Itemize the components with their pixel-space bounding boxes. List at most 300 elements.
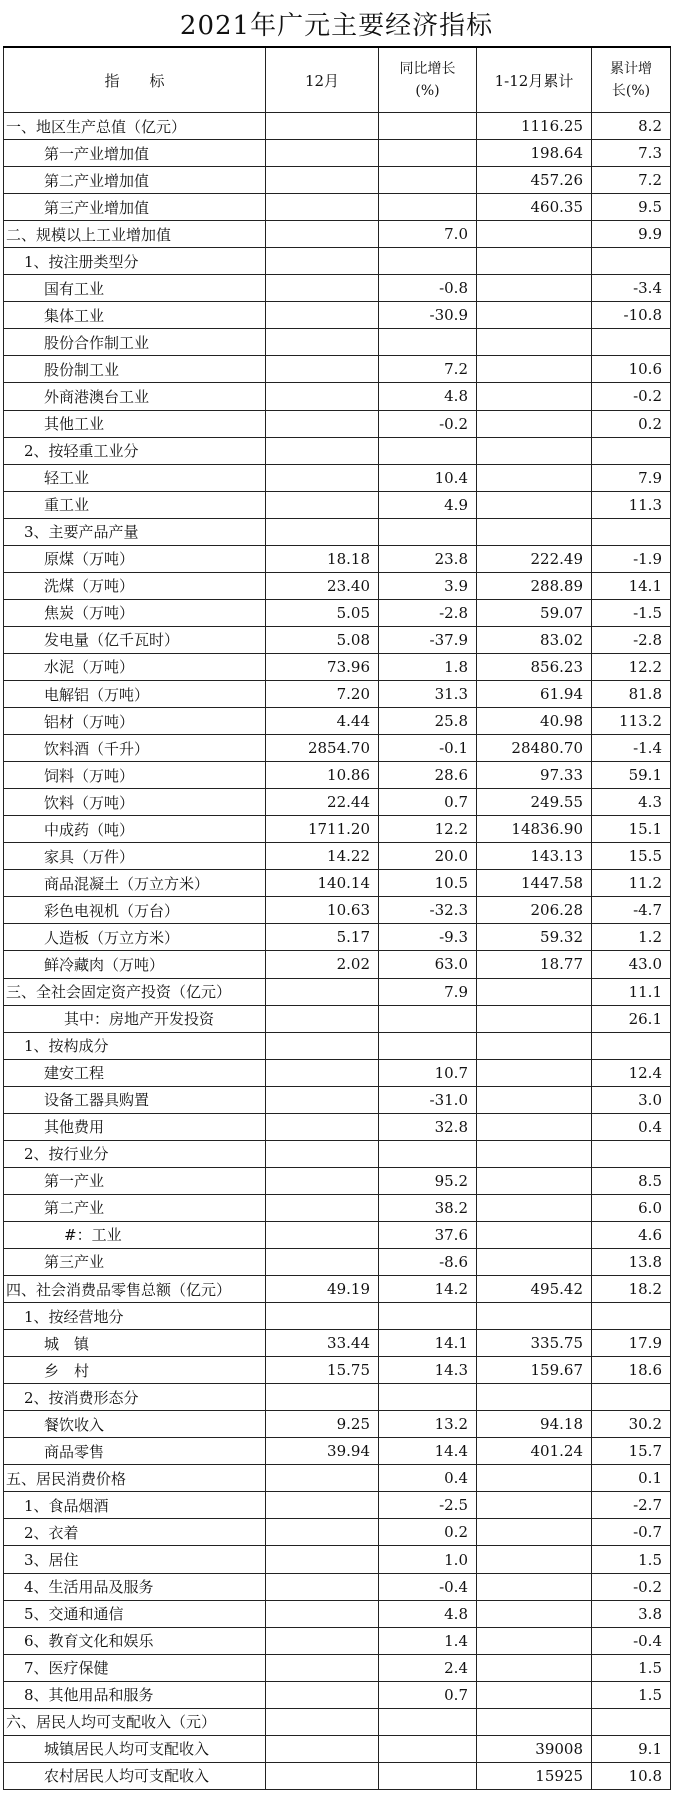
cell-yoy: 14.1 <box>379 1330 477 1357</box>
table-row <box>4 140 671 167</box>
cell-cumulative <box>477 1681 592 1708</box>
cell-cumulative: 222.49 <box>477 545 592 572</box>
row-label: 第二产业 <box>4 1194 266 1221</box>
row-label: 轻工业 <box>4 464 266 491</box>
cell-yoy: -2.5 <box>379 1492 477 1519</box>
cell-cumulative-growth: 0.4 <box>592 1113 671 1140</box>
table-row <box>4 1221 671 1248</box>
row-label: 中成药（吨） <box>4 816 266 843</box>
cell-yoy: 7.9 <box>379 978 477 1005</box>
table-row <box>4 1735 671 1762</box>
row-label: 重工业 <box>4 491 266 518</box>
table-row <box>4 194 671 221</box>
row-label: 其中：房地产开发投资 <box>4 1005 266 1032</box>
row-label: 三、全社会固定资产投资（亿元） <box>4 978 266 1005</box>
table-row <box>4 1086 671 1113</box>
table-row <box>4 437 671 464</box>
cell-cumulative: 198.64 <box>477 140 592 167</box>
cell-month <box>266 1059 379 1086</box>
table-row <box>4 410 671 437</box>
row-label: 二、规模以上工业增加值 <box>4 221 266 248</box>
cell-yoy: 63.0 <box>379 951 477 978</box>
row-label: 1、按注册类型分 <box>4 248 266 275</box>
cell-cumulative-growth: 10.6 <box>592 356 671 383</box>
row-label: 商品混凝土（万立方米） <box>4 870 266 897</box>
cell-cumulative-growth: 13.8 <box>592 1248 671 1275</box>
row-label: 股份合作制工业 <box>4 329 266 356</box>
row-label: 乡 村 <box>4 1357 266 1384</box>
table-row <box>4 870 671 897</box>
table-row <box>4 1032 671 1059</box>
cell-month <box>266 383 379 410</box>
column-header-indicator: 指 标 <box>4 47 266 113</box>
column-header-yoy-line2: (%) <box>415 83 440 99</box>
cell-cumulative: 335.75 <box>477 1330 592 1357</box>
cell-yoy: 4.8 <box>379 383 477 410</box>
cell-cumulative <box>477 437 592 464</box>
cell-cumulative-growth: 30.2 <box>592 1411 671 1438</box>
cell-yoy: -2.8 <box>379 599 477 626</box>
cell-cumulative <box>477 1654 592 1681</box>
row-label: 铝材（万吨） <box>4 708 266 735</box>
table-row <box>4 1059 671 1086</box>
cell-yoy: 10.5 <box>379 870 477 897</box>
row-label: 城 镇 <box>4 1330 266 1357</box>
column-header-yoy <box>379 47 477 113</box>
cell-cumulative: 457.26 <box>477 167 592 194</box>
cell-yoy: 37.6 <box>379 1221 477 1248</box>
row-label: 3、居住 <box>4 1546 266 1573</box>
cell-cumulative <box>477 302 592 329</box>
cell-month: 15.75 <box>266 1357 379 1384</box>
cell-month: 4.44 <box>266 708 379 735</box>
cell-cumulative: 288.89 <box>477 572 592 599</box>
cell-month: 10.63 <box>266 897 379 924</box>
cell-cumulative-growth: -4.7 <box>592 897 671 924</box>
cell-yoy: 3.9 <box>379 572 477 599</box>
cell-cumulative <box>477 248 592 275</box>
cell-month <box>266 1735 379 1762</box>
cell-yoy: -0.8 <box>379 275 477 302</box>
cell-cumulative-growth: -0.4 <box>592 1627 671 1654</box>
cell-yoy <box>379 437 477 464</box>
table-row <box>4 1357 671 1384</box>
cell-cumulative: 495.42 <box>477 1276 592 1303</box>
table-row <box>4 843 671 870</box>
cell-yoy: -0.4 <box>379 1573 477 1600</box>
cell-cumulative-growth: 59.1 <box>592 762 671 789</box>
cell-yoy: -8.6 <box>379 1248 477 1275</box>
row-label: 其他费用 <box>4 1113 266 1140</box>
cell-cumulative: 39008 <box>477 1735 592 1762</box>
cell-yoy: 4.9 <box>379 491 477 518</box>
cell-month: 49.19 <box>266 1276 379 1303</box>
cell-yoy: 25.8 <box>379 708 477 735</box>
cell-month <box>266 1194 379 1221</box>
cell-cumulative-growth <box>592 518 671 545</box>
cell-yoy: 10.7 <box>379 1059 477 1086</box>
cell-yoy: 23.8 <box>379 545 477 572</box>
cell-cumulative <box>477 518 592 545</box>
cell-cumulative <box>477 464 592 491</box>
cell-cumulative <box>477 1113 592 1140</box>
row-label: 商品零售 <box>4 1438 266 1465</box>
cell-yoy: 13.2 <box>379 1411 477 1438</box>
cell-cumulative <box>477 1573 592 1600</box>
cell-month <box>266 221 379 248</box>
table-row <box>4 1411 671 1438</box>
column-header-yoy-line1: 同比增长 <box>399 61 456 77</box>
cell-cumulative-growth: -1.4 <box>592 735 671 762</box>
cell-cumulative-growth: 18.6 <box>592 1357 671 1384</box>
cell-cumulative: 83.02 <box>477 626 592 653</box>
cell-yoy <box>379 113 477 140</box>
table-row <box>4 1762 671 1789</box>
cell-cumulative-growth <box>592 437 671 464</box>
cell-month <box>266 1465 379 1492</box>
cell-cumulative <box>477 329 592 356</box>
row-label: 8、其他用品和服务 <box>4 1681 266 1708</box>
cell-cumulative: 15925 <box>477 1762 592 1789</box>
cell-cumulative <box>477 1248 592 1275</box>
cell-cumulative-growth: 14.1 <box>592 572 671 599</box>
cell-cumulative-growth: 11.1 <box>592 978 671 1005</box>
cell-cumulative-growth: 8.2 <box>592 113 671 140</box>
cell-yoy: -32.3 <box>379 897 477 924</box>
cell-cumulative-growth <box>592 1032 671 1059</box>
cell-cumulative-growth <box>592 248 671 275</box>
cell-month <box>266 1086 379 1113</box>
cell-cumulative-growth: 4.3 <box>592 789 671 816</box>
cell-month <box>266 1384 379 1411</box>
cell-month <box>266 1032 379 1059</box>
cell-month <box>266 194 379 221</box>
cell-cumulative <box>477 491 592 518</box>
cell-cumulative-growth: 15.5 <box>592 843 671 870</box>
cell-cumulative <box>477 1032 592 1059</box>
table-row <box>4 735 671 762</box>
row-label: 6、教育文化和娱乐 <box>4 1627 266 1654</box>
cell-cumulative: 143.13 <box>477 843 592 870</box>
row-label: 鲜冷藏肉（万吨） <box>4 951 266 978</box>
cell-yoy: 95.2 <box>379 1167 477 1194</box>
page-title: 2021年广元主要经济指标 <box>179 10 494 41</box>
row-label: 六、居民人均可支配收入（元） <box>4 1708 266 1735</box>
cell-month <box>266 356 379 383</box>
table-row <box>4 978 671 1005</box>
cell-month <box>266 1654 379 1681</box>
cell-yoy: 1.0 <box>379 1546 477 1573</box>
row-label: 2、衣着 <box>4 1519 266 1546</box>
cell-month <box>266 1708 379 1735</box>
cell-month: 9.25 <box>266 1411 379 1438</box>
cell-cumulative-growth: 9.5 <box>592 194 671 221</box>
cell-month: 18.18 <box>266 545 379 572</box>
cell-cumulative-growth: -0.7 <box>592 1519 671 1546</box>
cell-cumulative-growth: 8.5 <box>592 1167 671 1194</box>
row-label: 其他工业 <box>4 410 266 437</box>
table-row <box>4 275 671 302</box>
table-row <box>4 1276 671 1303</box>
cell-cumulative <box>477 1221 592 1248</box>
cell-month <box>266 1221 379 1248</box>
cell-cumulative-growth: -0.2 <box>592 383 671 410</box>
cell-month <box>266 518 379 545</box>
cell-yoy: 0.7 <box>379 789 477 816</box>
cell-month <box>266 275 379 302</box>
cell-yoy: 32.8 <box>379 1113 477 1140</box>
cell-month: 73.96 <box>266 653 379 680</box>
table-row <box>4 356 671 383</box>
table-row <box>4 545 671 572</box>
table-row <box>4 1330 671 1357</box>
row-label: 城镇居民人均可支配收入 <box>4 1735 266 1762</box>
cell-cumulative-growth <box>592 1140 671 1167</box>
cell-cumulative-growth: 7.2 <box>592 167 671 194</box>
cell-cumulative-growth: 11.2 <box>592 870 671 897</box>
cell-yoy: 1.8 <box>379 653 477 680</box>
cell-cumulative: 59.32 <box>477 924 592 951</box>
cell-month: 5.17 <box>266 924 379 951</box>
cell-month: 7.20 <box>266 680 379 707</box>
cell-cumulative <box>477 1465 592 1492</box>
cell-cumulative <box>477 1005 592 1032</box>
table-row <box>4 1140 671 1167</box>
row-label: 彩色电视机（万台） <box>4 897 266 924</box>
row-label: #：工业 <box>4 1221 266 1248</box>
cell-month <box>266 167 379 194</box>
cell-cumulative-growth: 81.8 <box>592 680 671 707</box>
table-row <box>4 1519 671 1546</box>
row-label: 焦炭（万吨） <box>4 599 266 626</box>
table-row <box>4 464 671 491</box>
cell-cumulative-growth: 26.1 <box>592 1005 671 1032</box>
cell-yoy: -0.2 <box>379 410 477 437</box>
table-row <box>4 329 671 356</box>
table-row <box>4 653 671 680</box>
cell-cumulative-growth: 9.9 <box>592 221 671 248</box>
cell-yoy: -37.9 <box>379 626 477 653</box>
cell-cumulative <box>477 1627 592 1654</box>
table-row <box>4 1113 671 1140</box>
cell-month <box>266 248 379 275</box>
row-label: 集体工业 <box>4 302 266 329</box>
cell-yoy <box>379 1735 477 1762</box>
row-label: 1、食品烟酒 <box>4 1492 266 1519</box>
cell-month <box>266 1303 379 1330</box>
cell-cumulative-growth: 12.2 <box>592 653 671 680</box>
cell-yoy: -0.1 <box>379 735 477 762</box>
row-label: 一、地区生产总值（亿元） <box>4 113 266 140</box>
cell-month <box>266 491 379 518</box>
row-label: 洗煤（万吨） <box>4 572 266 599</box>
row-label: 3、主要产品产量 <box>4 518 266 545</box>
cell-month <box>266 329 379 356</box>
cell-cumulative: 94.18 <box>477 1411 592 1438</box>
row-label: 股份制工业 <box>4 356 266 383</box>
cell-month: 140.14 <box>266 870 379 897</box>
cell-cumulative-growth: -0.2 <box>592 1573 671 1600</box>
row-label: 2、按行业分 <box>4 1140 266 1167</box>
cell-month <box>266 1140 379 1167</box>
cell-month <box>266 464 379 491</box>
row-label: 第三产业 <box>4 1248 266 1275</box>
cell-month <box>266 978 379 1005</box>
cell-cumulative: 97.33 <box>477 762 592 789</box>
table-row <box>4 167 671 194</box>
cell-cumulative-growth: 1.5 <box>592 1546 671 1573</box>
cell-cumulative <box>477 410 592 437</box>
cell-month <box>266 1167 379 1194</box>
cell-cumulative <box>477 221 592 248</box>
cell-month: 33.44 <box>266 1330 379 1357</box>
cell-cumulative-growth: -2.8 <box>592 626 671 653</box>
table-row <box>4 1654 671 1681</box>
cell-cumulative-growth: -3.4 <box>592 275 671 302</box>
cell-yoy <box>379 1708 477 1735</box>
row-label: 第一产业 <box>4 1167 266 1194</box>
cell-yoy: 14.2 <box>379 1276 477 1303</box>
cell-yoy: 7.2 <box>379 356 477 383</box>
cell-cumulative-growth: 113.2 <box>592 708 671 735</box>
cell-cumulative: 1447.58 <box>477 870 592 897</box>
table-row <box>4 1600 671 1627</box>
cell-cumulative-growth: 3.8 <box>592 1600 671 1627</box>
cell-yoy <box>379 1303 477 1330</box>
cell-cumulative-growth: 3.0 <box>592 1086 671 1113</box>
table-header-row <box>4 47 671 113</box>
cell-month <box>266 1519 379 1546</box>
cell-yoy: 1.4 <box>379 1627 477 1654</box>
cell-yoy: 7.0 <box>379 221 477 248</box>
row-label: 饮料（万吨） <box>4 789 266 816</box>
column-header-month: 12月 <box>266 47 379 113</box>
cell-yoy: -9.3 <box>379 924 477 951</box>
table-row <box>4 1303 671 1330</box>
row-label: 家具（万件） <box>4 843 266 870</box>
table-row <box>4 1627 671 1654</box>
cell-yoy: 31.3 <box>379 680 477 707</box>
cell-month <box>266 1113 379 1140</box>
cell-month: 10.86 <box>266 762 379 789</box>
cell-cumulative-growth: 0.2 <box>592 410 671 437</box>
cell-cumulative <box>477 1140 592 1167</box>
table-row <box>4 1248 671 1275</box>
cell-cumulative: 1116.25 <box>477 113 592 140</box>
row-label: 第三产业增加值 <box>4 194 266 221</box>
cell-cumulative <box>477 1546 592 1573</box>
cell-cumulative <box>477 1059 592 1086</box>
row-label: 2、按消费形态分 <box>4 1384 266 1411</box>
table-row <box>4 1708 671 1735</box>
cell-month <box>266 1005 379 1032</box>
cell-yoy <box>379 1005 477 1032</box>
row-label: 外商港澳台工业 <box>4 383 266 410</box>
row-label: 农村居民人均可支配收入 <box>4 1762 266 1789</box>
cell-yoy: 10.4 <box>379 464 477 491</box>
cell-yoy: 28.6 <box>379 762 477 789</box>
cell-cumulative <box>477 383 592 410</box>
table-row <box>4 1194 671 1221</box>
cell-yoy: 38.2 <box>379 1194 477 1221</box>
cell-cumulative <box>477 1384 592 1411</box>
cell-yoy: 0.4 <box>379 1465 477 1492</box>
cell-month <box>266 1248 379 1275</box>
cell-cumulative-growth: -1.5 <box>592 599 671 626</box>
table-row <box>4 221 671 248</box>
row-label: 第一产业增加值 <box>4 140 266 167</box>
cell-cumulative: 460.35 <box>477 194 592 221</box>
cell-yoy <box>379 1140 477 1167</box>
cell-cumulative-growth <box>592 1303 671 1330</box>
row-label: 7、医疗保健 <box>4 1654 266 1681</box>
table-row <box>4 491 671 518</box>
table-row <box>4 302 671 329</box>
row-label: 5、交通和通信 <box>4 1600 266 1627</box>
cell-month: 5.08 <box>266 626 379 653</box>
cell-cumulative-growth: 12.4 <box>592 1059 671 1086</box>
cell-month: 14.22 <box>266 843 379 870</box>
cell-month <box>266 437 379 464</box>
cell-cumulative <box>477 1167 592 1194</box>
table-row <box>4 1681 671 1708</box>
table-row <box>4 626 671 653</box>
row-label: 1、按经营地分 <box>4 1303 266 1330</box>
row-label: 饮料酒（千升） <box>4 735 266 762</box>
row-label: 设备工器具购置 <box>4 1086 266 1113</box>
table-body <box>4 113 671 1790</box>
cell-yoy <box>379 194 477 221</box>
cell-month: 39.94 <box>266 1438 379 1465</box>
cell-cumulative-growth: -2.7 <box>592 1492 671 1519</box>
cell-yoy: 12.2 <box>379 816 477 843</box>
cell-cumulative-growth: 15.7 <box>592 1438 671 1465</box>
row-label: 饲料（万吨） <box>4 762 266 789</box>
cell-cumulative-growth: 9.1 <box>592 1735 671 1762</box>
cell-cumulative: 856.23 <box>477 653 592 680</box>
table-row <box>4 248 671 275</box>
cell-yoy: 2.4 <box>379 1654 477 1681</box>
row-label: 建安工程 <box>4 1059 266 1086</box>
cell-month <box>266 1546 379 1573</box>
cell-cumulative: 59.07 <box>477 599 592 626</box>
cell-cumulative <box>477 1194 592 1221</box>
row-label: 原煤（万吨） <box>4 545 266 572</box>
table-row <box>4 762 671 789</box>
table-row <box>4 1384 671 1411</box>
cell-yoy: 14.3 <box>379 1357 477 1384</box>
cell-month: 5.05 <box>266 599 379 626</box>
cell-yoy: 14.4 <box>379 1438 477 1465</box>
row-label: 餐饮收入 <box>4 1411 266 1438</box>
table-row <box>4 789 671 816</box>
row-label: 发电量（亿千瓦时） <box>4 626 266 653</box>
table-row <box>4 1465 671 1492</box>
row-label: 电解铝（万吨） <box>4 680 266 707</box>
cell-month <box>266 302 379 329</box>
table-row <box>4 1438 671 1465</box>
table-row <box>4 924 671 951</box>
cell-yoy <box>379 140 477 167</box>
cell-cumulative: 401.24 <box>477 1438 592 1465</box>
row-label: 四、社会消费品零售总额（亿元） <box>4 1276 266 1303</box>
cell-yoy: -31.0 <box>379 1086 477 1113</box>
table-row <box>4 1167 671 1194</box>
row-label: 人造板（万立方米） <box>4 924 266 951</box>
row-label: 1、按构成分 <box>4 1032 266 1059</box>
cell-month <box>266 1762 379 1789</box>
cell-month <box>266 1681 379 1708</box>
